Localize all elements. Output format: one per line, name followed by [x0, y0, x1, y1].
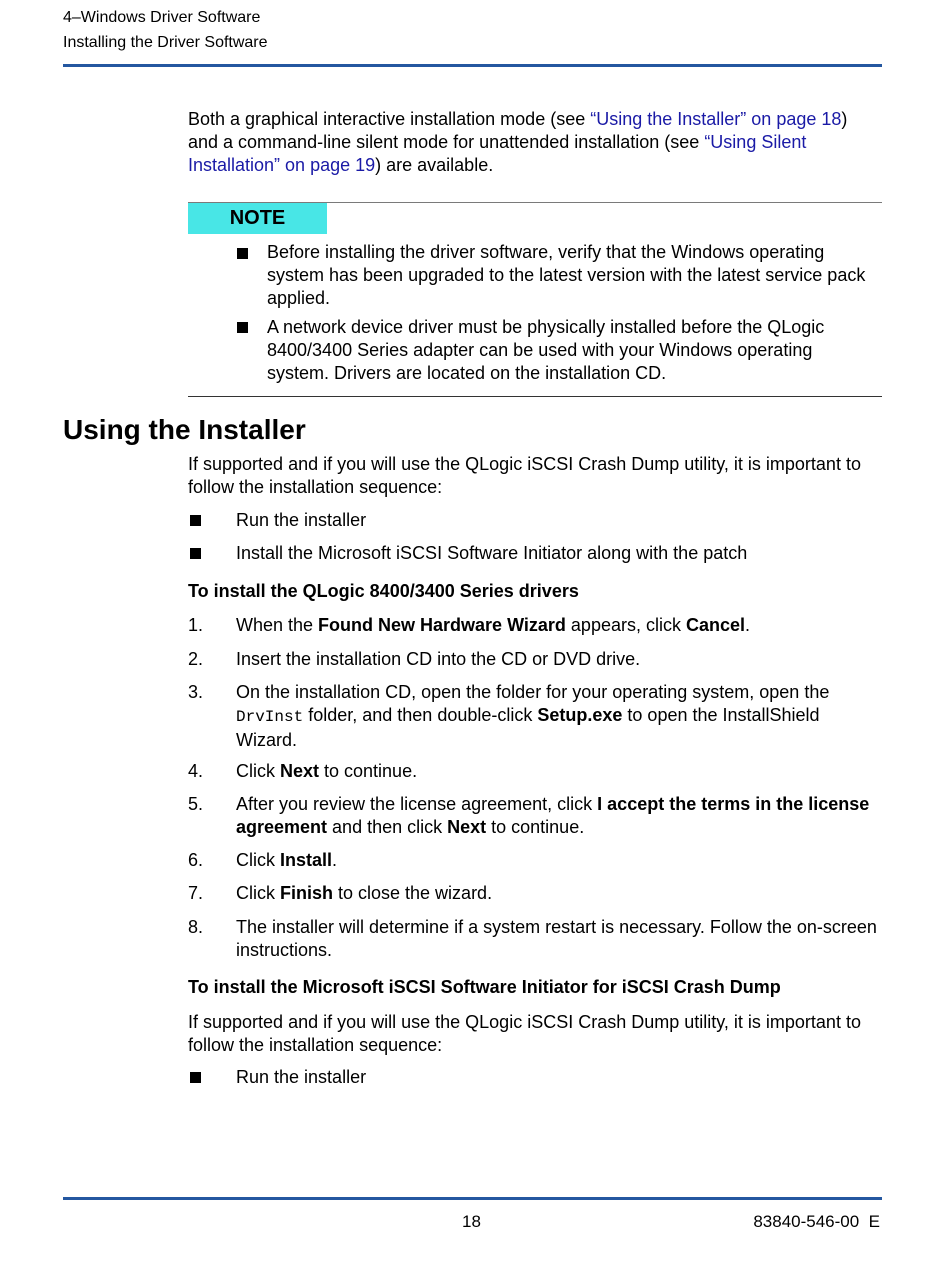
note-item-1: Before installing the driver software, verify that the Windows operating system has been upgraded to the latest version with the latest service pack applied.: [267, 242, 866, 308]
note-bottom-rule: [188, 396, 882, 397]
intro-text-2: ) and a command-line silent mode for unattended installation (see: [188, 109, 848, 152]
step-5: After you review the license agreement, click I accept the terms in the license agreement and then click Next to continue.: [236, 794, 870, 837]
step-number: 5.: [188, 794, 204, 814]
document-number: 83840-546-00 E: [753, 1212, 880, 1231]
step-number: 4.: [188, 761, 204, 781]
procedure-2-title: To install the Microsoft iSCSI Software Initiator for iSCSI Crash Dump: [188, 977, 781, 997]
footer-rule: [63, 1197, 882, 1200]
step-2: Insert the installation CD into the CD or DVD drive.: [236, 649, 641, 669]
step-number: 7.: [188, 883, 204, 903]
step-1: When the Found New Hardware Wizard appears, click Cancel.: [236, 615, 751, 635]
section-bullet-1: Run the installer: [236, 510, 367, 530]
step-number: 8.: [188, 917, 204, 937]
step-8: The installer will determine if a system restart is necessary. Follow the on-screen instructions.: [236, 917, 877, 960]
note-item-2: A network device driver must be physically installed before the QLogic 8400/3400 Series adapter can be used with your Windows operating system. Drivers are located on the installation CD.: [267, 317, 825, 383]
code-drvinst: DrvInst: [236, 708, 304, 726]
link-using-installer[interactable]: “Using the Installer” on page 18: [590, 109, 842, 129]
step-number: 3.: [188, 682, 204, 702]
bullet-icon: [237, 248, 248, 259]
step-3: On the installation CD, open the folder for your operating system, open the DrvInst folder, and then double-click Setup.exe to open the InstallShield Wizard.: [236, 682, 830, 750]
bullet-icon: [190, 548, 201, 559]
step-number: 6.: [188, 850, 204, 870]
intro-text-1: Both a graphical interactive installation mode (see: [188, 109, 591, 129]
header-section: Installing the Driver Software: [63, 34, 268, 51]
intro-text-3: ) are available.: [375, 155, 494, 175]
bullet-icon: [237, 322, 248, 333]
page-number: 18: [462, 1212, 481, 1231]
procedure-2-bullet-1: Run the installer: [236, 1067, 367, 1087]
header-rule: [63, 64, 882, 67]
procedure-1-title: To install the QLogic 8400/3400 Series drivers: [188, 581, 579, 601]
link-silent-installation[interactable]: “Using Silent Installation” on page 19: [188, 132, 807, 175]
bullet-icon: [190, 515, 201, 526]
note-label: NOTE: [188, 203, 327, 234]
bullet-icon: [190, 1072, 201, 1083]
step-6: Click Install.: [236, 850, 338, 870]
section-bullet-2: Install the Microsoft iSCSI Software Initiator along with the patch: [236, 543, 748, 563]
step-number: 2.: [188, 649, 204, 669]
intro-paragraph: [188, 108, 882, 177]
step-number: 1.: [188, 615, 204, 635]
section-paragraph: If supported and if you will use the QLogic iSCSI Crash Dump utility, it is important to follow the installation sequence:: [188, 454, 861, 497]
step-7: Click Finish to close the wizard.: [236, 883, 493, 903]
running-header: [63, 5, 268, 55]
procedure-2-paragraph: If supported and if you will use the QLogic iSCSI Crash Dump utility, it is important to follow the installation sequence:: [188, 1012, 861, 1055]
header-chapter: 4–Windows Driver Software: [63, 9, 261, 26]
section-title: Using the Installer: [63, 414, 306, 445]
step-4: Click Next to continue.: [236, 761, 418, 781]
